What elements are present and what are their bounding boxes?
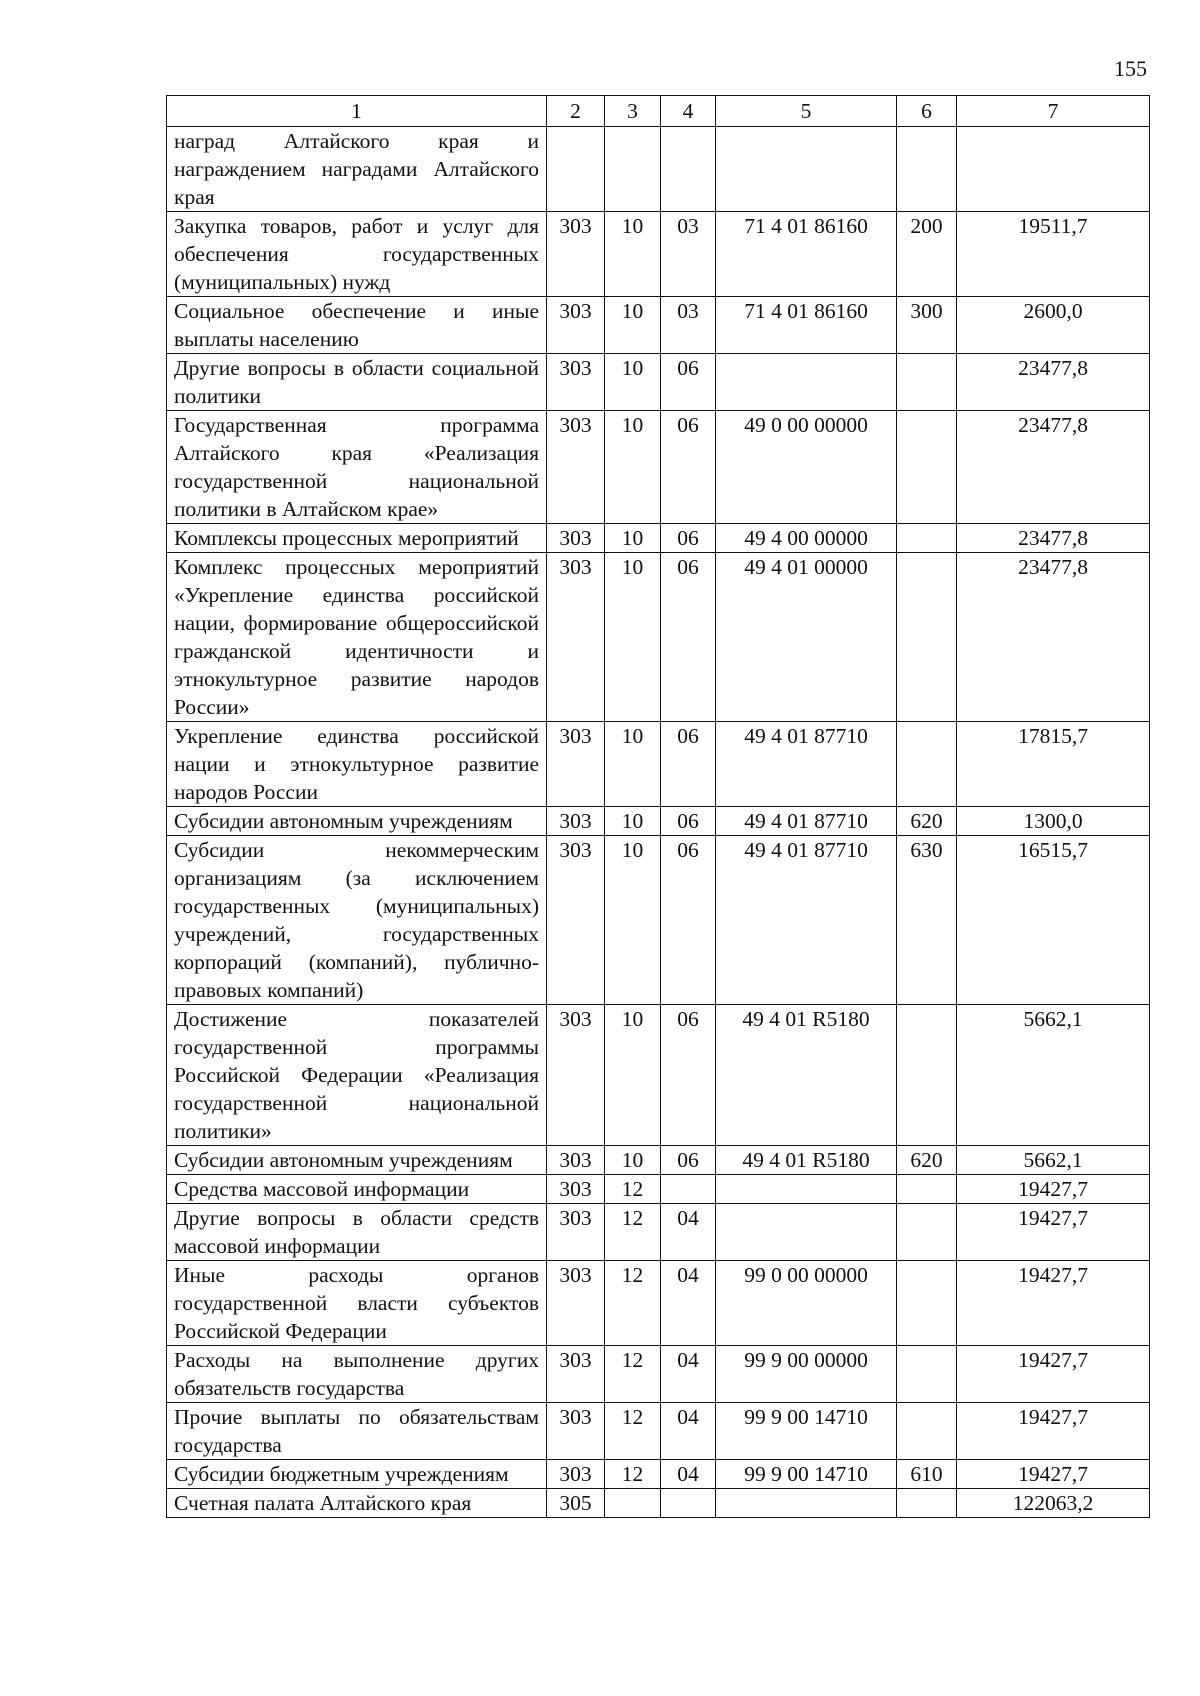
expense-type-code: 630 (897, 836, 957, 1005)
section-code: 10 (605, 553, 661, 722)
amount: 19427,7 (957, 1204, 1150, 1261)
table-row (167, 1261, 1150, 1346)
admin-code: 303 (547, 297, 605, 354)
row-name: Прочие выплаты по обязательствам государства (167, 1403, 547, 1460)
expense-type-code (897, 1261, 957, 1346)
table-row (167, 1403, 1150, 1460)
expense-type-code (897, 1489, 957, 1518)
amount: 23477,8 (957, 354, 1150, 411)
table-row (167, 1346, 1150, 1403)
amount: 2600,0 (957, 297, 1150, 354)
subsection-code: 03 (661, 212, 716, 297)
admin-code: 303 (547, 1204, 605, 1261)
target-article-code: 49 4 01 R5180 (716, 1146, 897, 1175)
amount: 19427,7 (957, 1346, 1150, 1403)
target-article-code: 99 9 00 00000 (716, 1346, 897, 1403)
table-row (167, 722, 1150, 807)
row-name: Социальное обеспечение и иные выплаты населению (167, 297, 547, 354)
section-code: 10 (605, 722, 661, 807)
section-code: 10 (605, 1005, 661, 1146)
target-article-code: 49 0 00 00000 (716, 411, 897, 524)
subsection-code: 06 (661, 411, 716, 524)
subsection-code: 03 (661, 297, 716, 354)
expense-type-code (897, 1403, 957, 1460)
row-name: наград Алтайского края и награждением наградами Алтайского края (167, 127, 547, 212)
table-row (167, 1146, 1150, 1175)
subsection-code: 06 (661, 1146, 716, 1175)
row-name: Другие вопросы в области средств массовой информации (167, 1204, 547, 1261)
subsection-code (661, 127, 716, 212)
section-code: 10 (605, 354, 661, 411)
target-article-code (716, 127, 897, 212)
target-article-code: 71 4 01 86160 (716, 212, 897, 297)
table-row (167, 1204, 1150, 1261)
target-article-code (716, 1489, 897, 1518)
subsection-code: 06 (661, 524, 716, 553)
amount: 19427,7 (957, 1175, 1150, 1204)
admin-code: 303 (547, 354, 605, 411)
amount: 19427,7 (957, 1261, 1150, 1346)
target-article-code: 99 9 00 14710 (716, 1460, 897, 1489)
admin-code: 303 (547, 1403, 605, 1460)
amount: 19427,7 (957, 1460, 1150, 1489)
section-code (605, 127, 661, 212)
admin-code: 303 (547, 524, 605, 553)
subsection-code: 06 (661, 807, 716, 836)
row-name: Средства массовой информации (167, 1175, 547, 1204)
expense-type-code (897, 127, 957, 212)
target-article-code: 49 4 01 R5180 (716, 1005, 897, 1146)
table-row (167, 807, 1150, 836)
page-number: 155 (1114, 56, 1147, 81)
expense-type-code: 200 (897, 212, 957, 297)
admin-code: 303 (547, 553, 605, 722)
amount: 23477,8 (957, 411, 1150, 524)
amount: 1300,0 (957, 807, 1150, 836)
expense-type-code (897, 354, 957, 411)
section-code: 10 (605, 1146, 661, 1175)
table-header (167, 96, 1150, 127)
target-article-code: 49 4 01 87710 (716, 836, 897, 1005)
row-name: Достижение показателей государственной программы Российской Федерации «Реализация государственной национальной политики» (167, 1005, 547, 1146)
amount: 5662,1 (957, 1005, 1150, 1146)
target-article-code: 49 4 01 87710 (716, 722, 897, 807)
admin-code (547, 127, 605, 212)
admin-code: 303 (547, 1460, 605, 1489)
amount: 5662,1 (957, 1146, 1150, 1175)
amount: 17815,7 (957, 722, 1150, 807)
table-row (167, 127, 1150, 212)
row-name: Счетная палата Алтайского края (167, 1489, 547, 1518)
section-code: 12 (605, 1204, 661, 1261)
target-article-code: 99 9 00 14710 (716, 1403, 897, 1460)
column-header-5: 5 (716, 96, 897, 127)
amount: 122063,2 (957, 1489, 1150, 1518)
amount: 19511,7 (957, 212, 1150, 297)
expense-type-code: 300 (897, 297, 957, 354)
table-row (167, 297, 1150, 354)
expense-type-code (897, 411, 957, 524)
budget-table (166, 95, 1150, 1518)
subsection-code: 04 (661, 1261, 716, 1346)
row-name: Иные расходы органов государственной власти субъектов Российской Федерации (167, 1261, 547, 1346)
expense-type-code (897, 1346, 957, 1403)
admin-code: 303 (547, 1261, 605, 1346)
expense-type-code (897, 1204, 957, 1261)
target-article-code: 49 4 01 87710 (716, 807, 897, 836)
amount: 19427,7 (957, 1403, 1150, 1460)
amount: 23477,8 (957, 524, 1150, 553)
admin-code: 303 (547, 836, 605, 1005)
subsection-code: 04 (661, 1346, 716, 1403)
subsection-code: 06 (661, 836, 716, 1005)
table-row (167, 836, 1150, 1005)
section-code: 12 (605, 1346, 661, 1403)
section-code: 10 (605, 212, 661, 297)
column-header-3: 3 (605, 96, 661, 127)
table-row (167, 212, 1150, 297)
admin-code: 303 (547, 212, 605, 297)
row-name: Комплекс процессных мероприятий «Укрепление единства российской нации, формирование общероссийской гражданской идентичности и этнокультурное развитие народов России» (167, 553, 547, 722)
row-name: Субсидии некоммерческим организациям (за исключением государственных (муниципальных) учреждений, государственных корпораций (компаний), публично-правовых компаний) (167, 836, 547, 1005)
expense-type-code: 620 (897, 1146, 957, 1175)
admin-code: 303 (547, 1005, 605, 1146)
target-article-code (716, 354, 897, 411)
column-header-2: 2 (547, 96, 605, 127)
admin-code: 303 (547, 1146, 605, 1175)
column-header-7: 7 (957, 96, 1150, 127)
row-name: Субсидии автономным учреждениям (167, 807, 547, 836)
table-body (167, 127, 1150, 1518)
table-row (167, 1005, 1150, 1146)
subsection-code (661, 1175, 716, 1204)
expense-type-code: 620 (897, 807, 957, 836)
table-row (167, 1489, 1150, 1518)
row-name: Другие вопросы в области социальной политики (167, 354, 547, 411)
expense-type-code: 610 (897, 1460, 957, 1489)
expense-type-code (897, 1005, 957, 1146)
row-name: Укрепление единства российской нации и этнокультурное развитие народов России (167, 722, 547, 807)
target-article-code: 49 4 01 00000 (716, 553, 897, 722)
table-row (167, 1460, 1150, 1489)
table-row (167, 524, 1150, 553)
table-row (167, 1175, 1150, 1204)
target-article-code (716, 1204, 897, 1261)
section-code: 10 (605, 411, 661, 524)
table-row (167, 553, 1150, 722)
subsection-code: 06 (661, 1005, 716, 1146)
target-article-code: 99 0 00 00000 (716, 1261, 897, 1346)
amount (957, 127, 1150, 212)
row-name: Государственная программа Алтайского края «Реализация государственной национальной политики в Алтайском крае» (167, 411, 547, 524)
admin-code: 303 (547, 807, 605, 836)
row-name: Субсидии автономным учреждениям (167, 1146, 547, 1175)
section-code: 12 (605, 1460, 661, 1489)
column-header-6: 6 (897, 96, 957, 127)
table-row (167, 354, 1150, 411)
expense-type-code (897, 524, 957, 553)
target-article-code (716, 1175, 897, 1204)
subsection-code: 06 (661, 553, 716, 722)
section-code: 12 (605, 1175, 661, 1204)
amount: 23477,8 (957, 553, 1150, 722)
header-row (167, 96, 1150, 127)
row-name: Расходы на выполнение других обязательств государства (167, 1346, 547, 1403)
subsection-code: 04 (661, 1204, 716, 1261)
amount: 16515,7 (957, 836, 1150, 1005)
subsection-code (661, 1489, 716, 1518)
target-article-code: 49 4 00 00000 (716, 524, 897, 553)
section-code: 10 (605, 836, 661, 1005)
admin-code: 303 (547, 1346, 605, 1403)
expense-type-code (897, 553, 957, 722)
subsection-code: 04 (661, 1403, 716, 1460)
column-header-1: 1 (167, 96, 547, 127)
admin-code: 303 (547, 1175, 605, 1204)
expense-type-code (897, 1175, 957, 1204)
row-name: Комплексы процессных мероприятий (167, 524, 547, 553)
row-name: Закупка товаров, работ и услуг для обеспечения государственных (муниципальных) нужд (167, 212, 547, 297)
admin-code: 305 (547, 1489, 605, 1518)
subsection-code: 04 (661, 1460, 716, 1489)
subsection-code: 06 (661, 354, 716, 411)
section-code: 10 (605, 807, 661, 836)
expense-type-code (897, 722, 957, 807)
section-code: 12 (605, 1403, 661, 1460)
section-code (605, 1489, 661, 1518)
section-code: 12 (605, 1261, 661, 1346)
section-code: 10 (605, 524, 661, 553)
table-row (167, 411, 1150, 524)
admin-code: 303 (547, 411, 605, 524)
admin-code: 303 (547, 722, 605, 807)
target-article-code: 71 4 01 86160 (716, 297, 897, 354)
row-name: Субсидии бюджетным учреждениям (167, 1460, 547, 1489)
subsection-code: 06 (661, 722, 716, 807)
section-code: 10 (605, 297, 661, 354)
column-header-4: 4 (661, 96, 716, 127)
